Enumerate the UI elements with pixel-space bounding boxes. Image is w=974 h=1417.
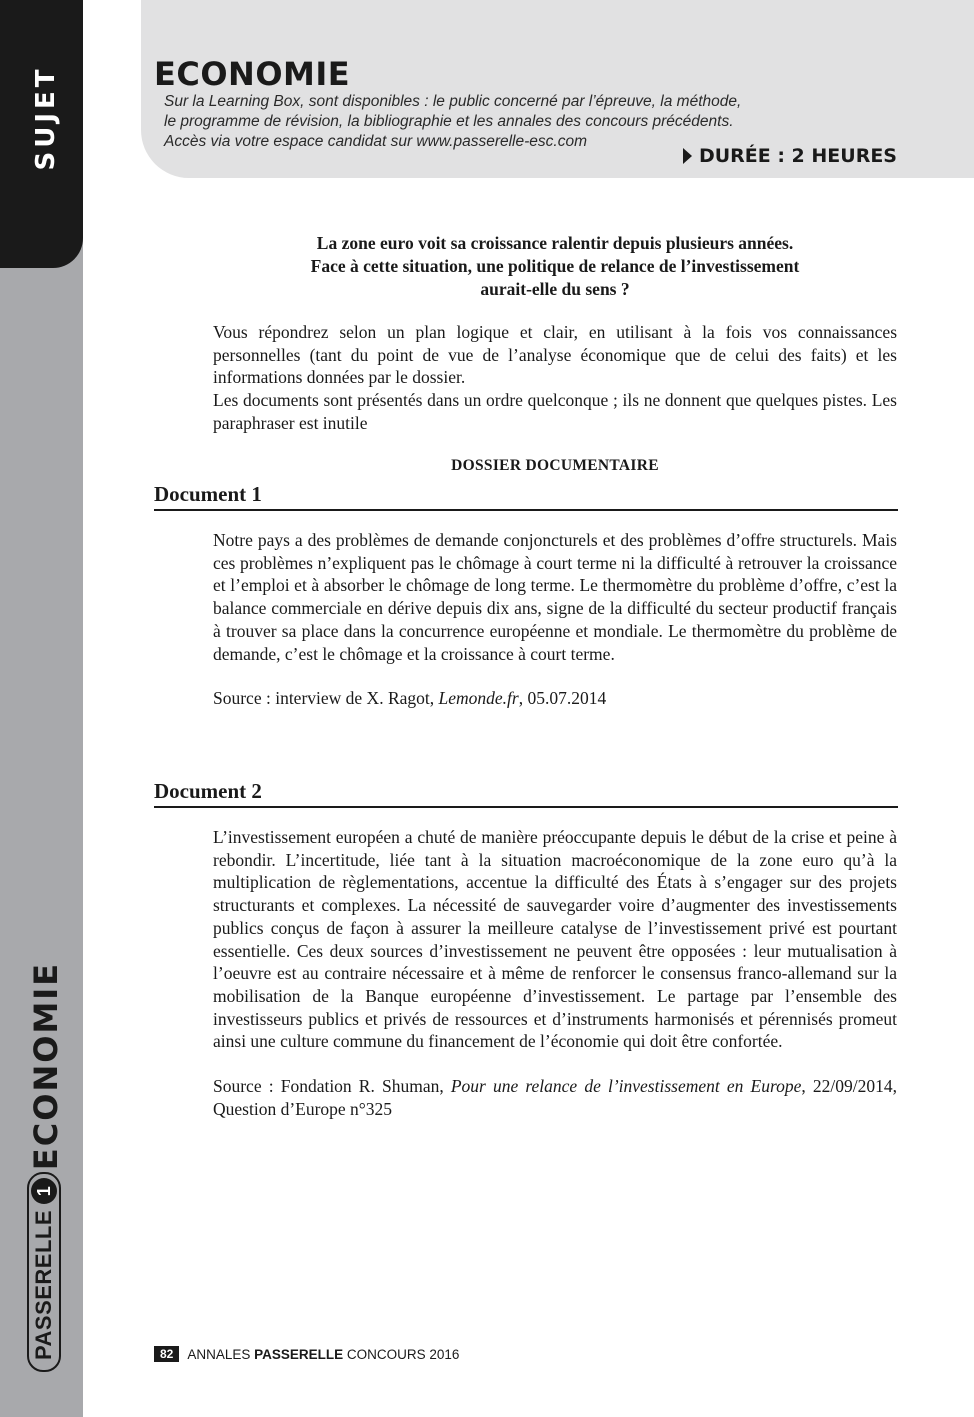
source-suffix: , 05.07.2014 [518, 688, 607, 709]
document-1-source [213, 687, 897, 710]
sidebar [0, 0, 83, 1417]
source-suffix: , 22/09/2014, Question d’Europe n°325 [213, 1076, 897, 1119]
duration-badge [683, 145, 897, 167]
source-prefix: Source : Fondation R. Shuman, [213, 1076, 451, 1097]
document-2-heading: Document 2 [154, 779, 898, 808]
header-info [164, 92, 804, 152]
document-1-text: Notre pays a des problèmes de demande conjoncturels et des problèmes d’offre structurels. Mais ces problèmes n’expliquent pas le chômage à court terme ni la difficulté à retrouver la croissance et l’emploi et à absorber le chômage de long terme. Le thermomètre du problème d’offre, c’est la balance commerciale en dérive depuis dix ans, signe de la difficulté du secteur productif français à trouver sa place dans la concurrence européenne et mondiale. Le thermomètre du problème de demande, c’est le chômage et la croissance à court terme. [213, 530, 897, 664]
page-number: 82 [154, 1346, 179, 1362]
logo-frame [27, 1172, 61, 1372]
sidebar-subject-label: ECONOMIE [27, 961, 65, 1171]
question-line: La zone euro voit sa croissance ralentir depuis plusieurs années. [316, 233, 794, 253]
header-info-line: Sur la Learning Box, sont disponibles : le public concerné par l’épreuve, la méthode, [164, 93, 742, 110]
document-2-source [213, 1075, 897, 1120]
logo-text: PASSERELLE [31, 1209, 56, 1361]
passerelle-logo [27, 1172, 61, 1372]
instructions-paragraph: Vous répondrez selon un plan logique et clair, en utilisant à la fois vos connaissances personnelles (tant du point de vue de l’analyse économique que de celui des faits) et les informations données par le dossier. [213, 322, 897, 388]
document-2-text: L’investissement européen a chuté de manière préoccupante depuis le début de la crise et peine à rebondir. L’incertitude, liée tant à la situation macroéconomique de la zone euro qu’à la multiplication de règlementations, accentue la difficulté des États à s’engager sur des projets structurants et complexes. La nécessité de sauvegarder voire d’augmenter des investissements publics conçus de façon à assurer la meilleure catalyse de l’investissement privé est pourtant essentielle. Ces deux sources d’investissement ne peuvent être opposées : leur mutualisation à l’oeuvre est au contraire nécessaire et à même de renforcer le consensus franco-allemand sur la mobilisation de la Banque européenne d’investissement. Le partage par l’ensemble des investisseurs publics et privés de ressources et d’instruments harmonisés et pérennisés promeut ainsi une culture commune du financement de l’économie qui doit être confortée. [213, 827, 897, 1052]
page-title: ECONOMIE [154, 55, 351, 93]
instructions-paragraph: Les documents sont présentés dans un ordre quelconque ; ils ne donnent que quelques pistes. Les paraphraser est inutile [213, 390, 897, 433]
question-line: Face à cette situation, une politique de relance de l’investissement [310, 256, 800, 276]
footer-text-before: ANNALES [187, 1346, 255, 1362]
logo-number: 1 [31, 1178, 57, 1204]
duration-text: DURÉE : 2 HEURES [698, 145, 897, 167]
footer-text-after: CONCOURS 2016 [343, 1346, 460, 1362]
document-1-body [213, 529, 897, 710]
exam-question [213, 232, 897, 301]
dossier-title: DOSSIER DOCUMENTAIRE [451, 457, 659, 474]
header-info-line: le programme de révision, la bibliographie et les annales des concours précédents. [164, 113, 734, 130]
source-title: Lemonde.fr [438, 688, 519, 709]
document-2-body [213, 826, 897, 1120]
source-prefix: Source : interview de X. Ragot, [213, 688, 439, 709]
document-1-heading: Document 1 [154, 482, 898, 511]
page-footer [154, 1346, 459, 1362]
footer-brand: PASSERELLE [254, 1346, 344, 1362]
source-title: Pour une relance de l’investissement en Europe [450, 1076, 802, 1097]
instructions [213, 321, 897, 435]
header-info-line: Accès via votre espace candidat sur www.passerelle-esc.com [164, 133, 587, 150]
sidebar-section-label: SUJET [31, 65, 61, 171]
question-line: aurait-elle du sens ? [480, 279, 630, 299]
triangle-right-icon [683, 148, 692, 164]
